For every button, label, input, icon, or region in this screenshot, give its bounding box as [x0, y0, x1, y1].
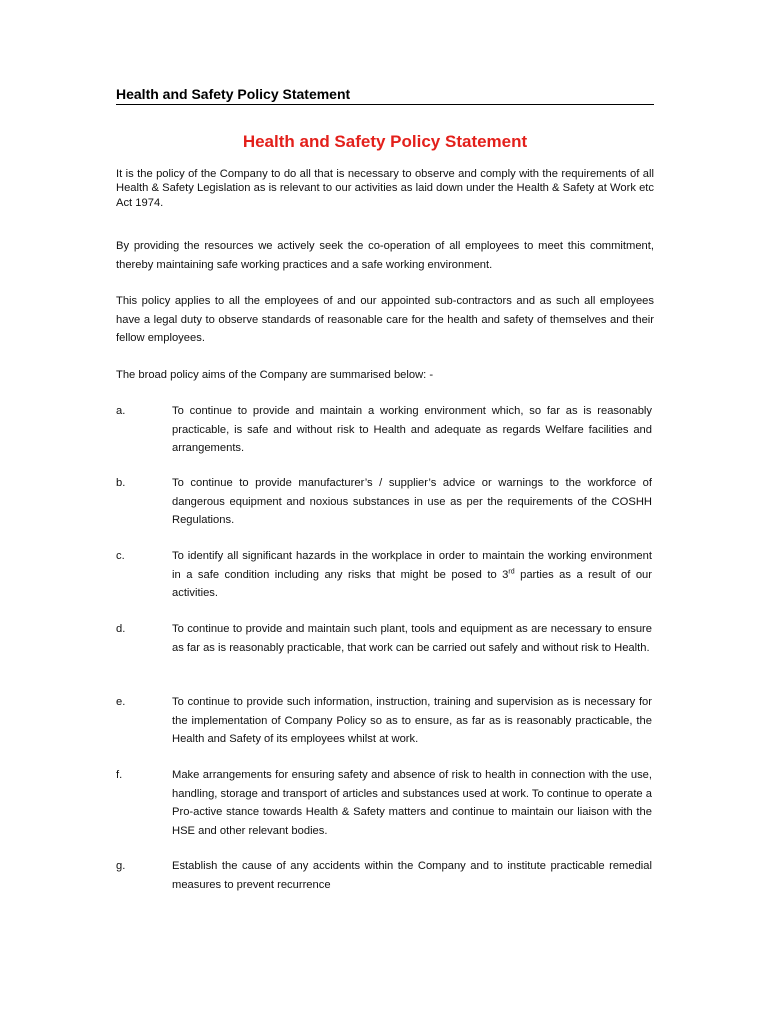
resources-paragraph: By providing the resources we actively seek the co-operation of all employees to meet this commitment, thereby maintaining safe working practices and a safe working environment.	[116, 240, 654, 271]
aim-text: Establish the cause of any accidents within the Company and to institute practicable remedial measures to prevent recurrence	[172, 860, 652, 891]
ordinal-superscript: rd	[508, 567, 515, 575]
aim-letter: d.	[116, 623, 126, 635]
aim-letter: g.	[116, 860, 126, 872]
aim-text: To continue to provide such information, instruction, training and supervision as is necessary for the implementation of Company Policy so as to ensure, as far as is reasonably practicable, the Health and Safety of its employees whilst at work.	[172, 696, 652, 745]
aim-letter: c.	[116, 550, 125, 562]
aim-letter: a.	[116, 405, 126, 417]
intro-paragraph: It is the policy of the Company to do all that is necessary to observe and comply with the requirements of all Health & Safety Legislation as is relevant to our activities as laid down under the Health & Safety at Work etc Act 1974.	[116, 168, 654, 209]
aim-text: Make arrangements for ensuring safety and absence of risk to health in connection with the use, handling, storage and transport of articles and substances used at work. To continue to operate a Pro-active stance towards Health & Safety matters and continue to maintain our liaison with the HSE and other relevant bodies.	[172, 769, 652, 837]
aims-intro-paragraph: The broad policy aims of the Company are summarised below: -	[116, 369, 434, 381]
aim-text	[172, 547, 652, 603]
aim-text: To continue to provide and maintain a working environment which, so far as is reasonably practicable, is safe and without risk to Health and adequate as regards Welfare facilities and arrangements.	[172, 405, 652, 454]
header-divider	[116, 104, 654, 105]
document-page	[116, 0, 654, 1024]
aim-letter: e.	[116, 696, 126, 708]
scope-paragraph: This policy applies to all the employees of and our appointed sub-contractors and as such all employees have a legal duty to observe standards of reasonable care for the health and safety of themselves and their fellow employees.	[116, 295, 654, 344]
aim-letter: f.	[116, 769, 123, 781]
document-title: Health and Safety Policy Statement	[242, 132, 528, 151]
aim-text: To continue to provide and maintain such plant, tools and equipment as are necessary to ensure as far as is reasonably practicable, that work can be carried out safely and without risk to Health.	[172, 623, 652, 654]
aim-text-part: parties as a result of our activities.	[172, 568, 652, 599]
running-header-title: Health and Safety Policy Statement	[116, 86, 351, 102]
aim-letter: b.	[116, 477, 126, 489]
aim-text: To continue to provide manufacturer’s / supplier’s advice or warnings to the workforce of dangerous equipment and noxious substances in use as per the requirements of the COSHH Regulations.	[172, 477, 652, 526]
aim-text-part: To identify all significant hazards in the workplace in order to maintain the working environment in a safe condition including any risks that might be posed to 3	[172, 550, 652, 581]
